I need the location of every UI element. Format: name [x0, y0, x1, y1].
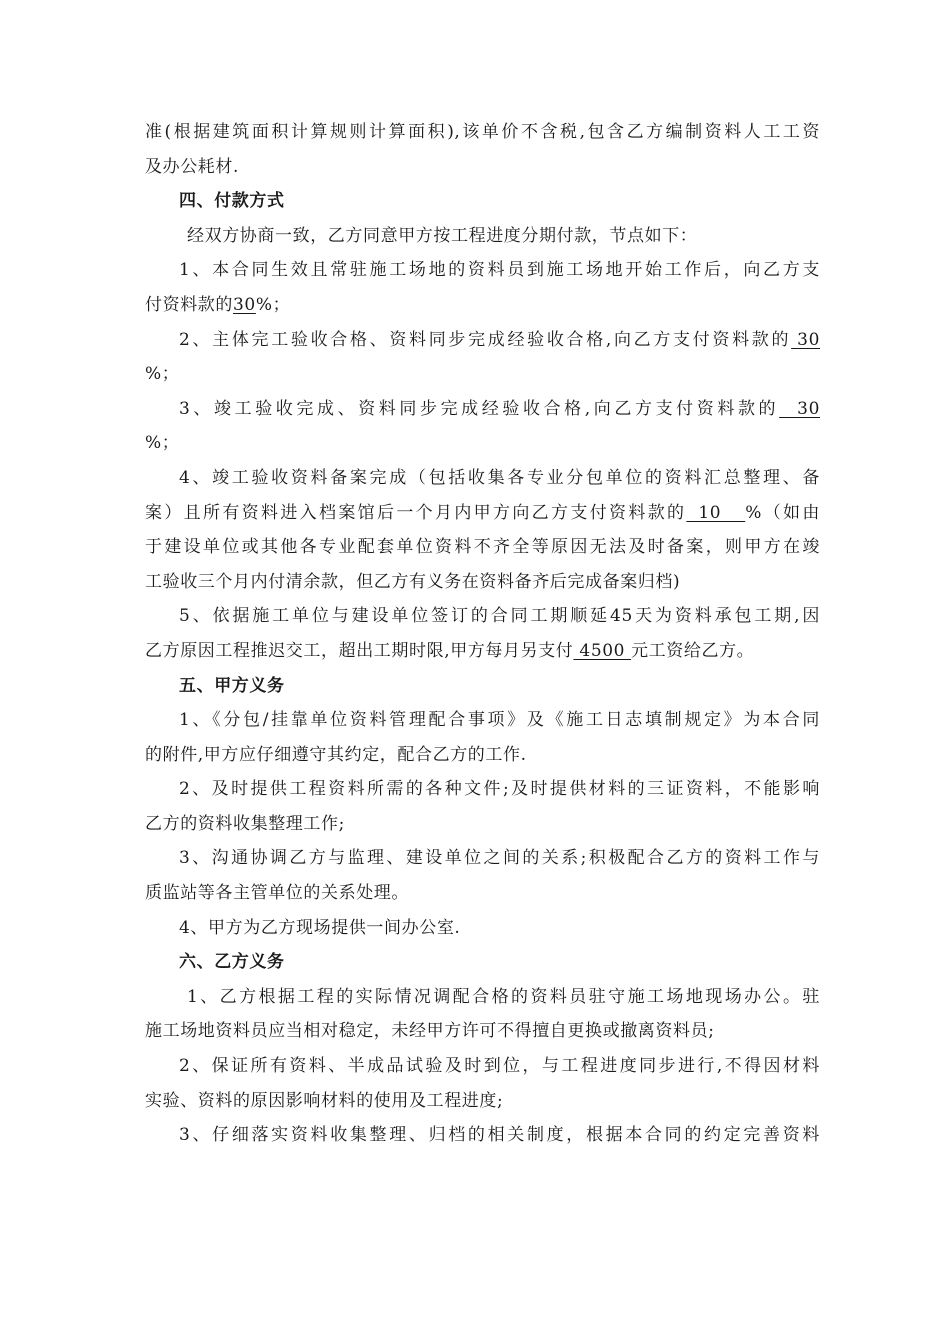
payment-percent-1: 30	[233, 294, 256, 315]
paragraph-line: 准(根据建筑面积计算规则计算面积),该单价不含税,包含乙方编制资料人工工资	[145, 122, 820, 142]
section-heading-party-b: 六、乙方义务	[179, 952, 285, 973]
clause-line	[145, 323, 820, 358]
clause-text: 3、竣工验收完成、资料同步完成经验收合格,向乙方支付资料款的	[179, 398, 780, 419]
clause-line	[145, 496, 820, 531]
clause-text: 案）且所有资料进入档案馆后一个月内甲方向乙方支付资料款的	[145, 502, 687, 523]
clause-line: 的附件,甲方应仔细遵守其约定，配合乙方的工作.	[145, 744, 527, 765]
clause-line: 1、《分包/挂靠单位资料管理配合事项》及《施工日志填制规定》为本合同	[179, 710, 820, 731]
clause-line: 1、本合同生效且常驻施工场地的资料员到施工场地开始工作后，向乙方支	[179, 260, 820, 281]
clause-line: 乙方的资料收集整理工作;	[145, 813, 345, 834]
clause-line	[145, 288, 820, 323]
clause-text: 付资料款的	[145, 294, 233, 315]
clause-text: 乙方原因工程推迟交工，超出工期时限,甲方每月另支付	[145, 640, 574, 661]
clause-line: 1、乙方根据工程的实际情况调配合格的资料员驻守施工场地现场办公。驻	[187, 986, 820, 1007]
clause-text: %；	[255, 294, 291, 315]
clause-line: 2、保证所有资料、半成品试验及时到位，与工程进度同步进行,不得因材料	[179, 1056, 820, 1077]
payment-percent-4: 10	[686, 502, 746, 523]
clause-line: 于建设单位或其他各专业配套单位资料不齐全等原因无法及时备案，则甲方在竣	[145, 537, 820, 558]
monthly-wage-amount: 4500	[573, 640, 632, 661]
clause-line: 4、竣工验收资料备案完成（包括收集各专业分包单位的资料汇总整理、备	[179, 467, 820, 488]
section-heading-party-a: 五、甲方义务	[179, 675, 285, 696]
clause-text: %（如由	[745, 502, 820, 523]
clause-line: %；	[145, 433, 180, 454]
clause-line: 3、沟通协调乙方与监理、建设单位之间的关系;积极配合乙方的资料工作与	[179, 848, 820, 869]
payment-percent-2: 30	[791, 329, 820, 350]
clause-text: 2、主体完工验收合格、资料同步完成经验收合格,向乙方支付资料款的	[179, 329, 792, 350]
clause-text: 元工资给乙方。	[631, 640, 755, 661]
clause-line: 5、依据施工单位与建设单位签订的合同工期顺延45天为资料承包工期,因	[179, 606, 820, 627]
clause-line: %；	[145, 364, 180, 385]
clause-line: 3、仔细落实资料收集整理、归档的相关制度，根据本合同的约定完善资料	[179, 1125, 820, 1146]
clause-line: 实验、资料的原因影响材料的使用及工程进度;	[145, 1090, 504, 1111]
clause-line: 施工场地资料员应当相对稳定，未经甲方许可不得擅自更换或撤离资料员;	[145, 1021, 715, 1042]
payment-percent-3: 30	[779, 398, 820, 419]
paragraph-line: 及办公耗材.	[145, 156, 240, 177]
clause-line	[145, 634, 820, 669]
section-heading-payment: 四、付款方式	[179, 191, 285, 212]
clause-line: 4、甲方为乙方现场提供一间办公室.	[179, 917, 461, 938]
paragraph-line: 经双方协商一致，乙方同意甲方按工程进度分期付款，节点如下：	[187, 225, 698, 246]
clause-line: 质监站等各主管单位的关系处理。	[145, 883, 409, 904]
clause-line: 工验收三个月内付清余款，但乙方有义务在资料备齐后完成备案归档)	[145, 571, 681, 592]
clause-line: 2、及时提供工程资料所需的各种文件;及时提供材料的三证资料，不能影响	[179, 779, 820, 800]
contract-page	[145, 115, 820, 1153]
clause-line	[145, 392, 820, 427]
